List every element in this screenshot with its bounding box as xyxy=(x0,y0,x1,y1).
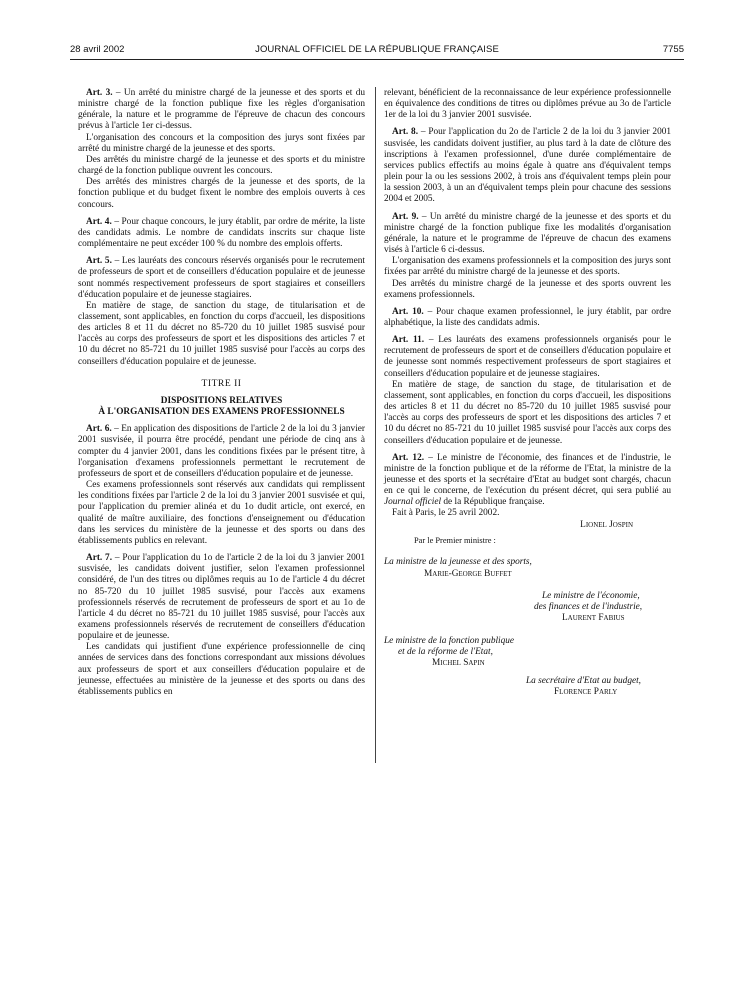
article-8-para-1: Art. 8. – Pour l'application du 2o de l'article 2 de la loi du 3 janvier 2001 susvisée, les candidats doivent justifier, au plus tard à la date de clôture des inscriptions à l'examen professionnel, d'une durée complémentaire de services publics effectifs au moins égale à quatre ans d'équivalent temps plein pour la ou les sessions 2002, à trois ans d'équivalent temps plein pour la session 2003, à un an d'équivalent temps plein pour chacune des sessions 2004 et 2005. xyxy=(384,127,672,205)
page-header xyxy=(70,44,684,58)
article-7-continuation: relevant, bénéficient de la reconnaissance de leur expérience professionnelle en équivalence des conditions de titres ou diplômes prévue au 3o de l'article 1er de la loi du 3 janvier 2001 susvisée. xyxy=(384,88,671,121)
article-11-text: Les lauréats des examens professionnels organisés pour le recrutement de professeurs de sport et de conseillers d'éducation populaire et de jeunesse sont nommés respectivement professeurs de sport stagiaires et conseillers d'éducation populaire et de jeunesse stagiaires. xyxy=(384,335,672,379)
signatory-economy xyxy=(384,591,671,625)
article-10-label: Art. 10. xyxy=(392,306,424,317)
article-12-label: Art. 12. xyxy=(392,452,425,463)
article-12-text-end: de la République française. xyxy=(441,497,545,508)
article-3-para-3: Des arrêtés du ministre chargé de la jeunesse et des sports et du ministre chargé de la fonction publique ouvrent les concours. xyxy=(78,154,365,177)
article-5-label: Art. 5. xyxy=(86,256,112,267)
signatory-youth-sports-name: Marie-George Buffet xyxy=(424,568,512,579)
article-9-text: Un arrêté du ministre chargé de la jeunesse et des sports et du ministre chargé de la fonction publique fixe les modalités d'organisation générale, la nature et le programme de l'épreuve de chacun des examens visés à l'article 6 ci-dessus. xyxy=(384,211,672,256)
article-7-text: Pour l'application du 1o de l'article 2 de la loi du 3 janvier 2001 susvisée, les candidats doivent justifier, selon l'examen professionnel considéré, de l'un des titres ou diplômes requis au 1o de l'article 4 du décret no 85-720 du 10 juillet 1985 susvisé, pour l'accès aux examens professionnels réservés de recrutement de professeurs de sport et au 1o de l'article 4 du décret no 85-721 du 10 juillet 1985 susvisé, pour l'accès aux examens professionnels réservés de recrutement de conseillers d'éducation populaire et de jeunesse. xyxy=(78,553,366,642)
article-11-label: Art. 11. xyxy=(392,335,425,346)
article-10-text: Pour chaque examen professionnel, le jury établit, par ordre alphabétique, la liste des candidats admis. xyxy=(384,306,672,328)
signatory-public-service-title-1: Le ministre de la fonction publique xyxy=(384,635,515,646)
signatures xyxy=(384,520,671,699)
article-7-para-1: Art. 7. – Pour l'application du 1o de l'article 2 de la loi du 3 janvier 2001 susvisée, les candidats doivent justifier, selon l'examen professionnel considéré, de l'un des titres ou diplômes requis au 1o de l'article 4 du décret no 85-720 du 10 juillet 1985 susvisé, pour l'accès aux examens professionnels réservés de recrutement de professeurs de sport et au 1o de l'article 4 du décret no 85-721 du 10 juillet 1985 susvisé, pour l'accès aux examens professionnels réservés de recrutement de conseillers d'éducation populaire et de jeunesse. xyxy=(78,553,366,642)
article-9-para-3: Des arrêtés du ministre chargé de la jeunesse et des sports ouvrent les examens professionnels. xyxy=(384,278,671,300)
article-4-text: Pour chaque concours, le jury établit, par ordre de mérite, la liste des candidats admis. Le nombre de candidats inscrits sur chaque liste complémentaire ne peut excéder 100 % du nombre des emplois offerts. xyxy=(78,216,366,250)
header-date: 28 avril 2002 xyxy=(70,44,125,55)
article-3-label: Art. 3. xyxy=(86,88,113,98)
article-5-para-1: Art. 5. – Les lauréats des concours réservés organisés pour le recrutement de professeurs de sport et de conseillers d'éducation populaire et de jeunesse sont nommés respectivement professeurs de sport stagiaires et conseillers d'éducation populaire et de jeunesse stagiaires. xyxy=(78,256,366,300)
article-11-para-2: En matière de stage, de sanction du stage, de titularisation et de classement, sont applicables, en fonction du corps d'accueil, les dispositions des articles 8 et 11 du décret no 85-720 du 10 juillet 1985 susvisé pour l'accès au corps des professeurs de sport et les dispositions des articles 7 et 10 du décret no 85-721 du 10 juillet 1985 susvisé pour l'accès aux corps des conseillers d'éducation populaire et de jeunesse. xyxy=(384,379,671,446)
header-page-number: 7755 xyxy=(662,44,684,55)
article-3-para-2: L'organisation des concours et la composition des jurys sont fixées par arrêté du ministre chargé de la jeunesse et des sports. xyxy=(78,132,365,154)
signatory-economy-title-1: Le ministre de l'économie, xyxy=(542,590,640,601)
signatory-public-service-title-2: et de la réforme de l'Etat, xyxy=(398,647,493,657)
section-heading-line-1: DISPOSITIONS RELATIVES xyxy=(160,395,283,406)
prime-minister-name: Lionel Jospin xyxy=(580,519,633,530)
section-heading xyxy=(78,396,365,418)
signing-place-date: Fait à Paris, le 25 avril 2002. xyxy=(392,508,500,519)
article-11-para-1: Art. 11. – Les lauréats des examens professionnels organisés pour le recrutement de professeurs de sport et de conseillers d'éducation populaire et de jeunesse sont nommés respectivement professeurs de sport stagiaires et conseillers d'éducation populaire et de jeunesse stagiaires. xyxy=(384,335,672,379)
article-12-para-1: Art. 12. – Le ministre de l'économie, des finances et de l'industrie, le ministre de la fonction publique et de la réforme de l'Etat, la ministre de la jeunesse et des sports et la secrétaire d'Etat au budget sont chargés, chacun en ce qui le concerne, de l'exécution du présent décret, qui sera publié au Journal officiel de la République française. xyxy=(384,452,671,508)
article-8-text: Pour l'application du 2o de l'article 2 de la loi du 3 janvier 2001 susvisée, les candidats doivent justifier, au plus tard à la date de clôture des inscriptions à l'examen professionnel, d'une durée complémentaire de services publics effectifs au moins égale à quatre ans d'équivalent temps plein pour la ou les sessions 2002, à trois ans d'équivalent temps plein pour la session 2003, à un an d'équivalent temps plein pour chacune des sessions 2004 et 2005. xyxy=(384,127,672,205)
article-10-para-1: Art. 10. – Pour chaque examen professionnel, le jury établit, par ordre alphabétique, la liste des candidats admis. xyxy=(384,306,672,328)
header-rule xyxy=(70,59,684,60)
signatory-economy-name: Laurent Fabius xyxy=(562,613,625,624)
right-column xyxy=(384,88,671,698)
column-separator xyxy=(375,87,376,763)
article-8-label: Art. 8. xyxy=(392,127,419,138)
article-3-text: Un arrêté du ministre chargé de la jeunesse et des sports et du ministre chargé de la fonction publique fixe les règles d'organisation générale, la nature et le programme de l'épreuve de chacun des concours prévus à l'article 1er ci-dessus. xyxy=(78,88,366,132)
journal-officiel-italic: Journal officiel xyxy=(384,497,442,508)
signatory-budget xyxy=(384,676,671,699)
article-7-label: Art. 7. xyxy=(86,553,113,564)
signatory-budget-name: Florence Parly xyxy=(554,686,618,697)
article-4-label: Art. 4. xyxy=(86,216,112,227)
article-6-label: Art. 6. xyxy=(86,424,112,435)
title-heading: TITRE II xyxy=(201,377,242,389)
article-9-label: Art. 9. xyxy=(392,211,419,222)
article-12-text: Le ministre de l'économie, des finances et de l'industrie, le ministre de la fonction publique et de la réforme de l'Etat, la ministre de la jeunesse et des sports et la secrétaire d'Etat au budget sont chargés, chacun en ce qui le concerne, de l'exécution du présent décret, qui sera publié au xyxy=(384,452,671,497)
left-column xyxy=(78,88,365,698)
article-6-para-2: Ces examens professionnels sont réservés aux candidats qui remplissent les conditions fixées par l'article 2 de la loi du 3 janvier 2001 susvisée et qui, pour l'application du premier alinéa et du 1o dudit article, ont exercé, en qualité de maître auxiliaire, des fonctions d'enseignement ou d'éducation dans les services du ministère de la jeunesse et des sports ou dans des établissements publics en relevant. xyxy=(78,480,365,546)
article-4-para-1: Art. 4. – Pour chaque concours, le jury établit, par ordre de mérite, la liste des candidats admis. Le nombre de candidats inscrits sur chaque liste complémentaire ne peut excéder 100 % du nombre des emplois offerts. xyxy=(78,216,366,250)
signatory-youth-sports xyxy=(384,557,671,580)
signatory-public-service-name: Michel Sapin xyxy=(432,658,485,669)
header-title: JOURNAL OFFICIEL DE LA RÉPUBLIQUE FRANÇAISE xyxy=(255,44,499,55)
article-5-text: Les lauréats des concours réservés organisés pour le recrutement de professeurs de sport et de conseillers d'éducation populaire et de jeunesse sont nommés respectivement professeurs de sport stagiaires et conseillers d'éducation populaire et de jeunesse stagiaires. xyxy=(78,256,366,300)
article-9-para-2: L'organisation des examens professionnels et la composition des jurys sont fixées par arrêté du ministre chargé de la jeunesse et des sports. xyxy=(384,256,671,278)
article-7-para-2: Les candidats qui justifient d'une expérience professionnelle de cinq années de services dans des fonctions correspondant aux missions dévolues aux professeurs de sport et aux conseillers d'éducation populaire et de jeunesse, effectuées au ministère de la jeunesse et des sports ou dans des établissements publics en xyxy=(78,642,365,697)
signatory-public-service xyxy=(384,636,671,670)
article-3-para-1: Art. 3. – Un arrêté du ministre chargé de la jeunesse et des sports et du ministre chargé de la fonction publique fixe les règles d'organisation générale, la nature et le programme de l'épreuve de chacun des concours prévus à l'article 1er ci-dessus. xyxy=(78,88,366,132)
article-5-para-2: En matière de stage, de sanction du stage, de titularisation et de classement, sont applicables, en fonction du corps d'accueil, les dispositions des articles 8 et 11 du décret no 85-720 du 10 juillet 1985 susvisé pour l'accès au corps des professeurs de sport et les dispositions des articles 7 et 10 du décret no 85-721 du 10 juillet 1985 susvisé pour l'accès au corps des conseillers d'éducation populaire et de jeunesse. xyxy=(78,300,365,367)
article-9-para-1: Art. 9. – Un arrêté du ministre chargé de la jeunesse et des sports et du ministre chargé de la fonction publique fixe les modalités d'organisation générale, la nature et le programme de l'épreuve de chacun des examens visés à l'article 6 ci-dessus. xyxy=(384,211,672,256)
signatory-economy-title-2: des finances et de l'industrie, xyxy=(534,602,643,613)
article-6-para-1: Art. 6. – En application des dispositions de l'article 2 de la loi du 3 janvier 2001 susvisée, il pourra être procédé, pendant une période de cinq ans à compter du 4 janvier 2001, dans les conditions fixées par le présent titre, à l'organisation d'examens professionnels permettant le recrutement de professeurs de sport et de conseillers d'éducation populaire et de jeunesse. xyxy=(78,424,366,479)
signatory-budget-title: La secrétaire d'Etat au budget, xyxy=(526,675,641,686)
par-le-premier-ministre: Par le Premier ministre : xyxy=(414,535,496,545)
article-3-para-4: Des arrêtés des ministres chargés de la jeunesse et des sports, de la fonction publique et du budget fixent le nombre des emplois ouverts à ces concours. xyxy=(78,177,365,210)
article-6-text: En application des dispositions de l'article 2 de la loi du 3 janvier 2001 susvisée, il pourra être procédé, pendant une période de cinq ans à compter du 4 janvier 2001, dans les conditions fixées par le présent titre, à l'organisation d'examens professionnels permettant le recrutement de professeurs de sport et de conseillers d'éducation populaire et de jeunesse. xyxy=(78,424,366,479)
section-heading-line-2: À L'ORGANISATION DES EXAMENS PROFESSIONNELS xyxy=(98,407,345,418)
signatory-youth-sports-title: La ministre de la jeunesse et des sports, xyxy=(384,557,532,568)
